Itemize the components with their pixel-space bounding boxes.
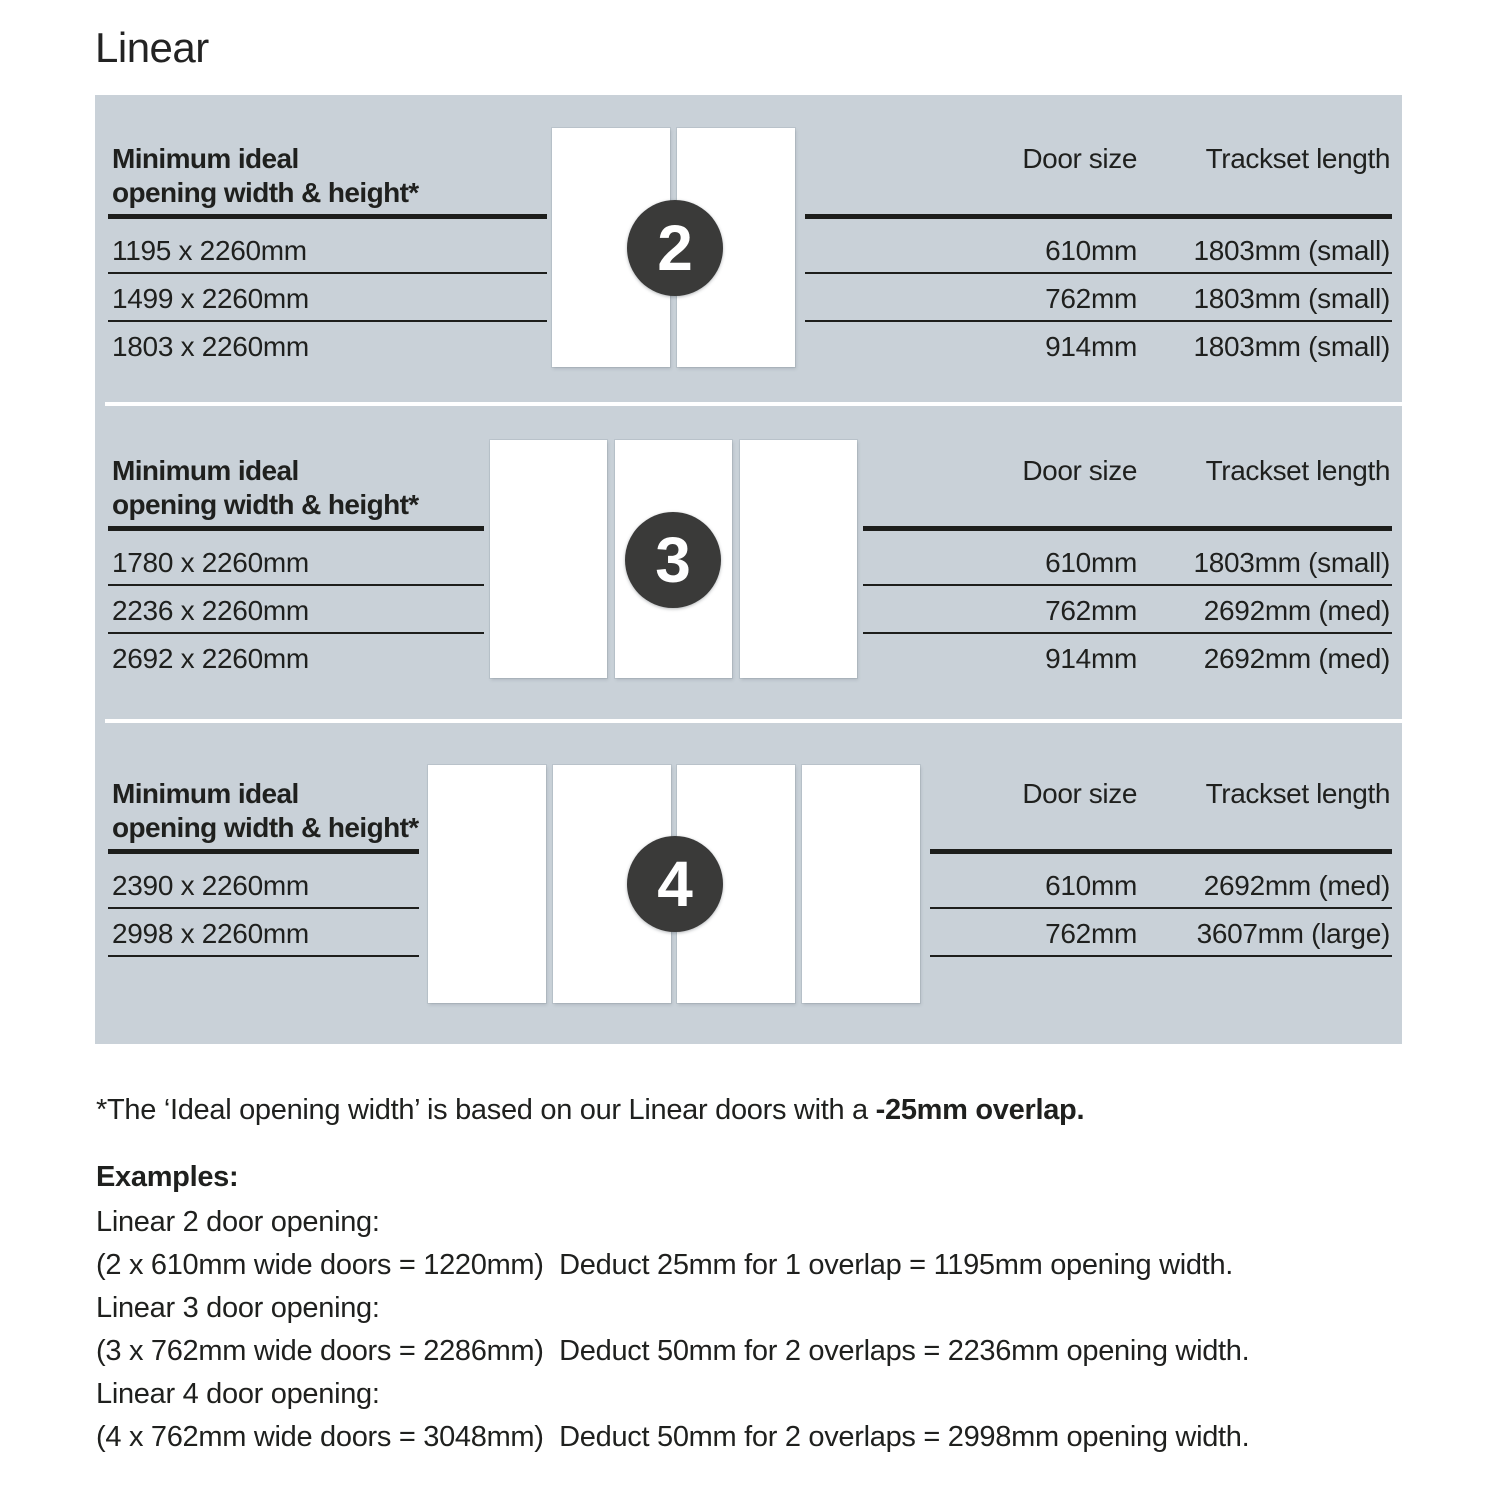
right-table-header-rule <box>930 849 1392 854</box>
left-table-header-rule <box>108 849 419 854</box>
left-table-header-rule <box>108 526 484 531</box>
left-table-row-divider <box>108 584 484 586</box>
door-size-value: 762mm <box>1045 595 1137 626</box>
right-table-row-divider <box>805 272 1392 274</box>
trackset-length-column-header: Trackset length <box>1205 778 1390 809</box>
example-detail: (4 x 762mm wide doors = 3048mm) Deduct 50mm for 2 overlaps = 2998mm opening width. <box>96 1421 1250 1453</box>
left-table-row-divider <box>108 907 419 909</box>
footnote <box>96 1093 1084 1127</box>
examples-heading: Examples: <box>96 1161 239 1193</box>
min-opening-header-line1: Minimum ideal <box>112 455 299 486</box>
right-table-row-divider <box>930 907 1392 909</box>
trackset-length-value: 2692mm (med) <box>1203 595 1390 626</box>
trackset-length-column-header: Trackset length <box>1205 455 1390 486</box>
door-size-value: 610mm <box>1045 870 1137 901</box>
opening-size-value: 1499 x 2260mm <box>112 283 309 314</box>
opening-size-value: 1780 x 2260mm <box>112 547 309 578</box>
example-detail: (3 x 762mm wide doors = 2286mm) Deduct 50mm for 2 overlaps = 2236mm opening width. <box>96 1335 1250 1367</box>
opening-size-value: 1803 x 2260mm <box>112 331 309 362</box>
door-count-badge: 3 <box>625 512 721 608</box>
door-size-value: 914mm <box>1045 643 1137 674</box>
door-panel <box>490 440 607 678</box>
example-detail: (2 x 610mm wide doors = 1220mm) Deduct 25mm for 1 overlap = 1195mm opening width. <box>96 1249 1234 1281</box>
section-separator <box>105 719 1402 723</box>
footnote-text: *The ‘Ideal opening width’ is based on our Linear doors with a <box>96 1094 876 1126</box>
right-table-header-rule <box>863 526 1392 531</box>
example-label: Linear 2 door opening: <box>96 1206 380 1238</box>
opening-size-value: 2390 x 2260mm <box>112 870 309 901</box>
footnote-bold: -25mm overlap. <box>875 1094 1085 1126</box>
trackset-length-column-header: Trackset length <box>1205 143 1390 174</box>
opening-size-value: 2998 x 2260mm <box>112 918 309 949</box>
example-label: Linear 3 door opening: <box>96 1292 380 1324</box>
door-panel <box>428 765 546 1003</box>
right-table-row-divider <box>863 632 1392 634</box>
door-size-value: 762mm <box>1045 283 1137 314</box>
trackset-length-value: 2692mm (med) <box>1203 870 1390 901</box>
example-label: Linear 4 door opening: <box>96 1378 380 1410</box>
door-size-value: 914mm <box>1045 331 1137 362</box>
trackset-length-value: 1803mm (small) <box>1193 547 1390 578</box>
door-count-badge: 2 <box>627 200 723 296</box>
door-panel <box>802 765 920 1003</box>
door-count-badge: 4 <box>627 836 723 932</box>
door-panel <box>740 440 857 678</box>
min-opening-header-line1: Minimum ideal <box>112 778 299 809</box>
door-size-value: 762mm <box>1045 918 1137 949</box>
trackset-length-value: 1803mm (small) <box>1193 235 1390 266</box>
left-table-row-divider <box>108 320 547 322</box>
right-table-row-divider <box>805 320 1392 322</box>
left-table-row-divider <box>108 272 547 274</box>
opening-size-value: 1195 x 2260mm <box>112 235 307 266</box>
door-size-value: 610mm <box>1045 235 1137 266</box>
section-separator <box>105 402 1402 406</box>
door-size-column-header: Door size <box>1022 778 1137 809</box>
opening-size-value: 2692 x 2260mm <box>112 643 309 674</box>
page-title: Linear <box>95 24 209 71</box>
min-opening-header-line2: opening width & height* <box>112 489 419 520</box>
trackset-length-value: 3607mm (large) <box>1196 918 1390 949</box>
trackset-length-value: 1803mm (small) <box>1193 331 1390 362</box>
left-table-row-divider <box>108 632 484 634</box>
right-table-header-rule <box>805 214 1392 219</box>
min-opening-header-line1: Minimum ideal <box>112 143 299 174</box>
left-table-row-divider <box>108 955 419 957</box>
trackset-length-value: 2692mm (med) <box>1203 643 1390 674</box>
right-table-row-divider <box>930 955 1392 957</box>
door-size-column-header: Door size <box>1022 143 1137 174</box>
left-table-header-rule <box>108 214 547 219</box>
trackset-length-value: 1803mm (small) <box>1193 283 1390 314</box>
door-size-value: 610mm <box>1045 547 1137 578</box>
right-table-row-divider <box>863 584 1392 586</box>
min-opening-header-line2: opening width & height* <box>112 177 419 208</box>
door-size-column-header: Door size <box>1022 455 1137 486</box>
opening-size-value: 2236 x 2260mm <box>112 595 309 626</box>
min-opening-header-line2: opening width & height* <box>112 812 419 843</box>
